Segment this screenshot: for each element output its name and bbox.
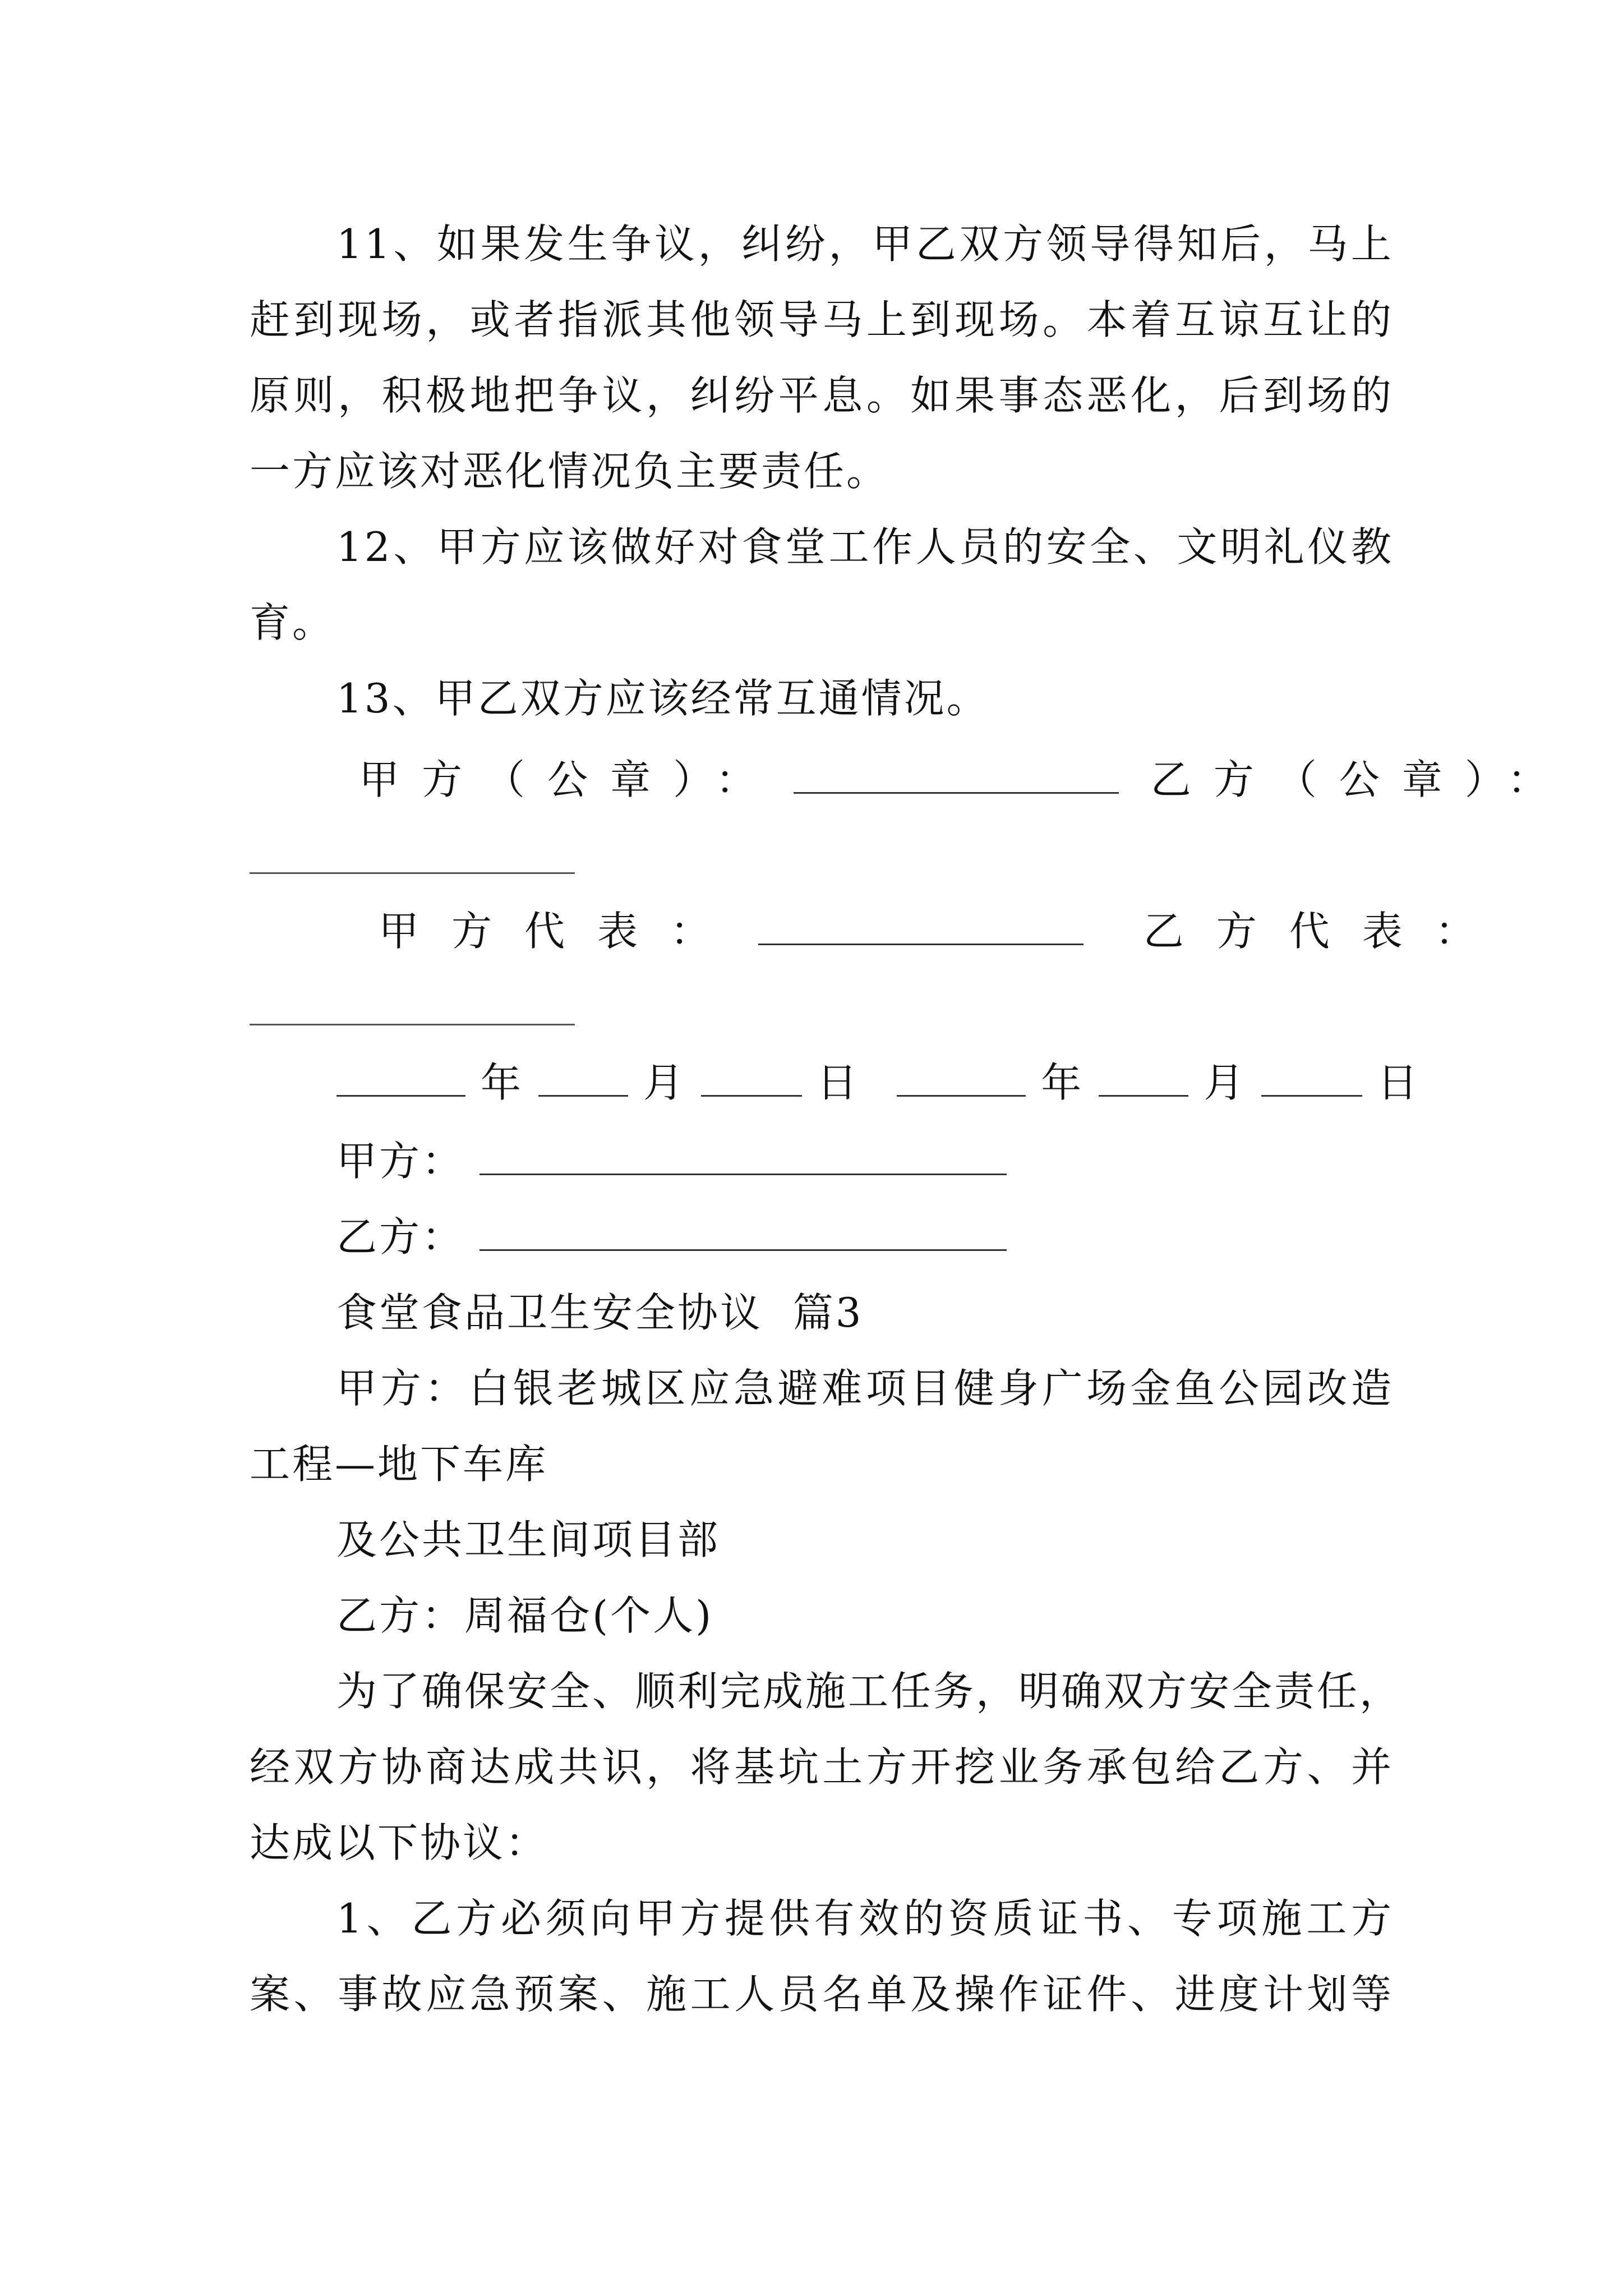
section-party-a-line-1: 甲方：白银老城区应急避难项目健身广场金鱼公园改造	[336, 1365, 1394, 1412]
clause-11-line-4: 一方应该对恶化情况负主要责任。	[250, 448, 889, 495]
section-party-a-line-2: 工程—地下车库	[250, 1441, 548, 1488]
date-a-month-blank	[538, 1056, 628, 1097]
date-a-month-label: 月	[643, 1059, 686, 1106]
seal-line	[359, 752, 1570, 808]
clause-12-line-2: 育。	[250, 599, 335, 646]
section-intro-line-3: 达成以下协议：	[250, 1819, 548, 1866]
party-a-label: 甲方：	[336, 1138, 465, 1185]
party-a-seal-label: 甲方（公章）：	[359, 756, 779, 803]
party-b-rep-label: 乙方代表：	[1143, 908, 1508, 955]
clause-13: 13、甲乙双方应该经常互通情况。	[336, 675, 989, 722]
section-intro-line-2: 经双方协商达成共识，将基坑土方开挖业务承包给乙方、并	[250, 1743, 1394, 1791]
party-a-rep-blank	[758, 904, 1083, 945]
party-b-seal-blank	[250, 872, 575, 874]
section-intro-line-1: 为了确保安全、顺利完成施工任务，明确双方安全责任，	[336, 1668, 1403, 1715]
party-b-label: 乙方：	[336, 1213, 465, 1260]
clause-11-line-1: 11、如果发生争议，纠纷，甲乙双方领导得知后，马上	[336, 220, 1394, 268]
party-b-blank	[479, 1210, 1007, 1251]
party-a-blank	[479, 1134, 1007, 1175]
party-a-seal-blank	[794, 753, 1119, 794]
party-a-sign-line	[336, 1133, 1396, 1189]
party-b-sign-line	[336, 1209, 1396, 1265]
party-b-rep-blank	[250, 1024, 575, 1025]
date-b-year-label: 年	[1041, 1059, 1084, 1106]
date-a-day-label: 日	[817, 1059, 860, 1106]
date-b-month-blank	[1099, 1056, 1188, 1097]
section-item-1-line-2: 案、事故应急预案、施工人员名单及操作证件、进度计划等	[250, 1971, 1394, 2018]
clause-11-line-3: 原则，积极地把争议，纠纷平息。如果事态恶化，后到场的	[250, 372, 1394, 419]
section-party-b: 乙方：周福仓(个人)	[336, 1592, 714, 1639]
clause-12-line-1: 12、甲方应该做好对食堂工作人员的安全、文明礼仪教	[336, 523, 1394, 570]
date-line	[336, 1055, 1420, 1111]
date-b-day-blank	[1261, 1056, 1362, 1097]
clause-11-line-2: 赶到现场，或者指派其他领导马上到现场。本着互谅互让的	[250, 296, 1394, 343]
date-a-year-blank	[336, 1056, 465, 1097]
date-b-year-blank	[897, 1056, 1026, 1097]
section-title: 食堂食品卫生安全协议 篇3	[336, 1289, 864, 1336]
date-a-year-label: 年	[480, 1059, 523, 1106]
date-b-day-label: 日	[1377, 1059, 1420, 1106]
date-b-month-label: 月	[1204, 1059, 1247, 1106]
date-a-day-blank	[701, 1056, 802, 1097]
section-item-1-line-1: 1、乙方必须向甲方提供有效的资质证书、专项施工方	[336, 1895, 1394, 1942]
party-b-seal-label: 乙方（公章）：	[1150, 756, 1570, 803]
representative-line	[379, 903, 1508, 959]
party-a-rep-label: 甲方代表：	[379, 908, 744, 955]
section-party-a-line-3: 及公共卫生间项目部	[336, 1516, 721, 1563]
